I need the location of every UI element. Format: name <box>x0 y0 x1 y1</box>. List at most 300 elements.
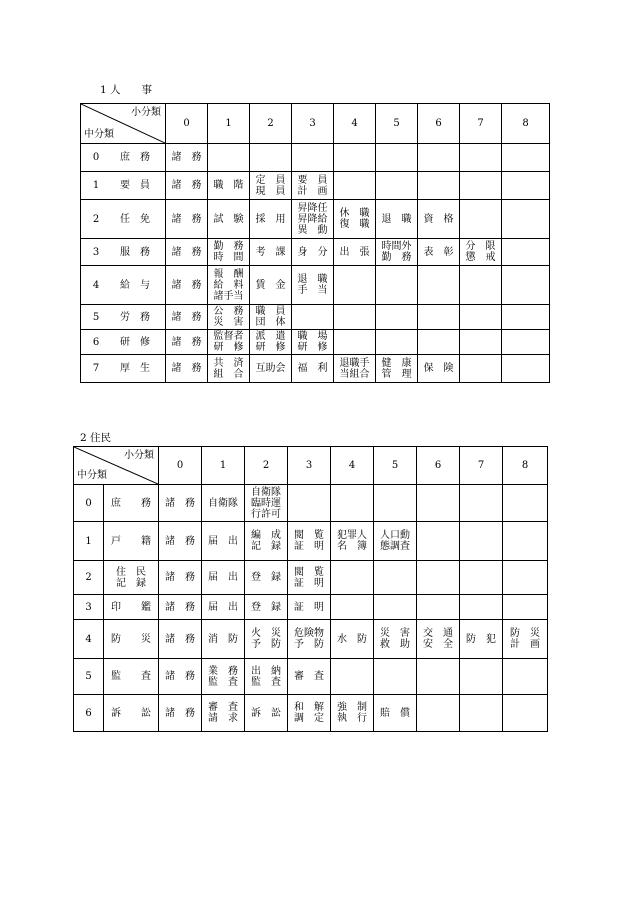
table-cell <box>292 239 334 266</box>
row-category-text: 住 民 記 録 <box>116 566 146 589</box>
row-number <box>74 485 104 522</box>
table-cell <box>376 330 418 355</box>
row-number-text: 6 <box>85 707 92 719</box>
table-cell-text: 諸 務 <box>165 707 195 719</box>
table-cell-text: 採 用 <box>255 213 286 225</box>
table-cell <box>376 239 418 266</box>
column-header-text: 8 <box>522 118 529 129</box>
table-cell-text: 身 分 <box>297 246 328 258</box>
table-cell <box>166 200 208 239</box>
table-cell-text: 職 場 研 修 <box>297 331 328 353</box>
row-category-text: 戸 籍 <box>111 535 151 547</box>
table-cell-text: 閲 覧 証 明 <box>294 566 324 589</box>
row-label <box>81 305 166 330</box>
row-category <box>104 620 159 659</box>
table-cell <box>376 305 418 330</box>
corner-header <box>74 447 159 485</box>
table-cell <box>334 266 376 305</box>
table-cell-text: 保 険 <box>423 363 454 374</box>
table-cell-text: 健 康 管 理 <box>381 357 412 380</box>
table-cell-text: 危険物 予 防 <box>294 628 324 650</box>
table-cell <box>376 200 418 239</box>
table-cell-text: 登 録 <box>251 601 281 613</box>
table-cell <box>250 330 292 355</box>
column-header <box>460 104 502 144</box>
table-cell-text: 業 務 監 査 <box>208 665 238 688</box>
row-category-text: 印 鑑 <box>111 601 151 613</box>
table-cell-text: 分 限 懲 戒 <box>465 241 496 263</box>
table-cell <box>245 595 288 620</box>
table-cell-text: 犯罪人 名 簿 <box>337 530 367 552</box>
table-cell <box>417 620 460 659</box>
table-row <box>81 144 550 172</box>
medium-category-label: 中分類 <box>84 129 114 140</box>
table-cell <box>417 522 460 561</box>
table-cell <box>250 239 292 266</box>
table-cell-text: 互助会 <box>255 363 286 374</box>
table-cell-text: 自衛隊 <box>208 497 238 509</box>
table-cell <box>418 239 460 266</box>
table-cell <box>460 266 502 305</box>
table-cell-text: 報 酬 給 料 諸手当 <box>213 268 244 302</box>
table-row <box>74 485 548 522</box>
row-label <box>81 355 166 383</box>
table-cell <box>166 239 208 266</box>
table-row <box>81 266 550 305</box>
table-cell <box>417 659 460 695</box>
table-cell-text: 交 通 安 全 <box>423 628 453 650</box>
table-cell <box>202 659 245 695</box>
table-cell <box>334 305 376 330</box>
column-header-text: 6 <box>434 460 442 471</box>
table-cell <box>292 266 334 305</box>
table-cell-text: 退 職 手 当 <box>297 274 328 296</box>
table-row <box>74 695 548 732</box>
column-header-text: 6 <box>435 118 442 129</box>
table-cell <box>503 522 548 561</box>
table-cell <box>292 144 334 172</box>
table-cell <box>159 485 202 522</box>
table-row <box>81 355 550 383</box>
table-cell <box>460 144 502 172</box>
table-cell-text: 表 彰 <box>423 246 454 258</box>
table-cell <box>202 595 245 620</box>
column-header-text: 7 <box>477 118 484 129</box>
table-cell <box>418 200 460 239</box>
table-cell <box>334 330 376 355</box>
table-cell-text: 人口動 態調査 <box>380 530 410 552</box>
table-cell-text: 諸 務 <box>171 363 202 374</box>
column-header <box>166 104 208 144</box>
table-cell-text: 審 査 <box>294 671 324 682</box>
table-cell <box>334 144 376 172</box>
table-cell <box>166 305 208 330</box>
table-cell <box>250 266 292 305</box>
row-category <box>104 695 159 732</box>
row-category-text: 訴 訟 <box>111 707 151 719</box>
header-row <box>74 447 548 485</box>
table-cell <box>376 172 418 200</box>
column-header <box>417 447 460 485</box>
row-category <box>104 595 159 620</box>
table-cell <box>208 144 250 172</box>
table-cell <box>292 172 334 200</box>
row-label <box>81 172 166 200</box>
table-cell-text: 証 明 <box>294 601 324 613</box>
column-header-text: 4 <box>348 460 356 471</box>
table-cell <box>288 595 331 620</box>
column-header <box>159 447 202 485</box>
corner-header <box>81 104 166 144</box>
table-cell <box>250 144 292 172</box>
column-header <box>334 104 376 144</box>
column-header-text: 5 <box>391 460 399 471</box>
row-category: 庶 務 <box>120 152 150 163</box>
table-cell-text: 賃 金 <box>255 279 286 291</box>
table-cell <box>288 659 331 695</box>
column-header <box>374 447 417 485</box>
table-cell <box>334 200 376 239</box>
table-cell <box>418 172 460 200</box>
table-cell <box>460 695 503 732</box>
table-row <box>74 659 548 695</box>
row-category: 研 修 <box>120 336 150 348</box>
section1-table <box>80 103 550 383</box>
column-header <box>460 447 503 485</box>
table-cell <box>208 200 250 239</box>
table-cell <box>331 485 374 522</box>
table-cell-text: 火 災 予 防 <box>251 628 281 650</box>
table-cell <box>502 239 550 266</box>
table-cell <box>334 172 376 200</box>
table-cell-text: 水 防 <box>337 633 367 645</box>
table-cell <box>245 695 288 732</box>
column-header <box>503 447 548 485</box>
table-cell <box>502 330 550 355</box>
table-cell <box>208 305 250 330</box>
table-cell <box>288 620 331 659</box>
table-cell <box>334 355 376 383</box>
table-cell <box>208 330 250 355</box>
table-cell <box>159 620 202 659</box>
table-cell <box>503 620 548 659</box>
section1-title: 1 人 事 <box>100 84 153 96</box>
row-number: 3 <box>92 246 100 258</box>
row-category: 厚 生 <box>120 363 150 374</box>
table-cell <box>502 355 550 383</box>
section2-title: 2 住民 <box>80 432 112 444</box>
column-header-text: 2 <box>262 460 270 471</box>
table-cell <box>331 695 374 732</box>
table-cell <box>245 522 288 561</box>
row-category-text: 庶 務 <box>111 497 151 509</box>
table-cell-text: 防 犯 <box>466 633 496 645</box>
table-cell-text: 届 出 <box>208 601 238 613</box>
table-cell-text: 監督者 研 修 <box>213 331 244 353</box>
table-cell <box>208 266 250 305</box>
table-cell <box>166 266 208 305</box>
table-cell <box>417 561 460 595</box>
table-cell <box>331 522 374 561</box>
row-category-text: 防 災 <box>111 633 151 645</box>
table-cell <box>208 172 250 200</box>
column-header-text: 8 <box>521 460 529 471</box>
table-cell <box>376 355 418 383</box>
table-row <box>81 330 550 355</box>
table-row <box>81 239 550 266</box>
row-number-text: 2 <box>85 572 92 583</box>
table-cell <box>417 595 460 620</box>
table-cell <box>166 330 208 355</box>
table-cell <box>292 355 334 383</box>
table-cell <box>374 595 417 620</box>
row-number <box>74 595 104 620</box>
table-cell <box>502 200 550 239</box>
table-cell-text: 勤 務 時 間 <box>213 241 244 263</box>
table-cell <box>502 144 550 172</box>
table-cell-text: 防 災 計 画 <box>510 628 540 650</box>
table-cell-text: 要 員 計 画 <box>297 174 328 197</box>
table-cell <box>460 561 503 595</box>
row-label <box>81 266 166 305</box>
row-label <box>81 330 166 355</box>
table-cell <box>460 172 502 200</box>
row-number: 6 <box>92 336 100 348</box>
table-cell <box>292 305 334 330</box>
table-cell <box>202 620 245 659</box>
table-row <box>74 595 548 620</box>
table-cell <box>245 485 288 522</box>
table-cell-text: 自衛隊 臨時運 行許可 <box>251 486 281 520</box>
table-cell <box>245 620 288 659</box>
row-category: 任 免 <box>120 213 150 225</box>
table-cell <box>245 659 288 695</box>
table-cell <box>417 695 460 732</box>
row-label <box>81 200 166 239</box>
table-cell-text: 諸 務 <box>171 311 202 323</box>
row-number-text: 4 <box>85 633 92 645</box>
row-category: 要 員 <box>120 180 150 191</box>
table-cell <box>376 144 418 172</box>
row-number <box>74 659 104 695</box>
row-number: 7 <box>92 363 100 374</box>
table-cell-text: 諸 務 <box>171 336 202 348</box>
row-number <box>74 620 104 659</box>
table-cell-text: 出 張 <box>339 246 370 258</box>
table-cell-text: 休 職 復 職 <box>339 208 370 230</box>
column-header-text: 1 <box>219 460 227 471</box>
table-cell <box>417 485 460 522</box>
row-label <box>81 144 166 172</box>
table-cell-text: 訴 訟 <box>251 707 281 719</box>
table-cell <box>460 200 502 239</box>
table-cell <box>166 172 208 200</box>
table-cell-text: 諸 務 <box>165 601 195 613</box>
row-number: 5 <box>92 311 100 323</box>
table-cell <box>292 200 334 239</box>
table-cell <box>503 561 548 595</box>
medium-category-label: 中分類 <box>77 470 107 481</box>
table-cell-text: 諸 務 <box>171 246 202 258</box>
table-cell <box>418 355 460 383</box>
column-header <box>208 104 250 144</box>
table-cell-text: 閲 覧 証 明 <box>294 530 324 552</box>
table-cell-text: 消 防 <box>208 633 238 645</box>
table-cell-text: 公 務 災 害 <box>213 306 244 328</box>
table-row <box>81 172 550 200</box>
table-cell <box>250 305 292 330</box>
table-cell-text: 職 階 <box>213 180 244 191</box>
table-cell <box>460 595 503 620</box>
table-cell <box>331 659 374 695</box>
header-row <box>81 104 550 144</box>
table-cell <box>503 485 548 522</box>
table-cell-text: 登 録 <box>251 572 281 583</box>
table-cell <box>502 305 550 330</box>
table-cell <box>331 620 374 659</box>
column-header <box>376 104 418 144</box>
table-cell <box>418 330 460 355</box>
table-cell <box>334 239 376 266</box>
table-cell <box>374 561 417 595</box>
table-cell-text: 編 成 記 録 <box>251 530 281 552</box>
column-header <box>202 447 245 485</box>
table-cell <box>374 620 417 659</box>
table-cell-text: 退職手 当組合 <box>339 357 370 380</box>
table-cell <box>460 305 502 330</box>
table-cell <box>418 144 460 172</box>
table-cell <box>208 239 250 266</box>
table-cell-text: 和 解 調 定 <box>294 702 324 724</box>
table-row <box>81 305 550 330</box>
small-category-label: 小分類 <box>124 450 154 461</box>
row-category <box>104 561 159 595</box>
row-number: 2 <box>92 213 100 225</box>
table-cell-text: 諸 務 <box>171 279 202 291</box>
table-cell-text: 退 職 <box>381 213 412 225</box>
table-cell <box>250 200 292 239</box>
row-label <box>81 239 166 266</box>
column-header-text: 2 <box>267 118 274 129</box>
row-number-text: 5 <box>85 671 92 682</box>
table-cell <box>503 659 548 695</box>
row-category <box>104 485 159 522</box>
column-header-text: 0 <box>176 460 184 471</box>
table-cell <box>208 355 250 383</box>
row-category: 労 務 <box>120 311 150 323</box>
table-cell-text: 出 納 監 査 <box>251 665 281 688</box>
table-cell-text: 災 害 救 助 <box>380 628 410 650</box>
small-category-label: 小分類 <box>131 107 161 118</box>
table-cell <box>159 561 202 595</box>
table-cell-text: 諸 務 <box>165 572 195 583</box>
row-number: 4 <box>92 279 100 291</box>
column-header <box>288 447 331 485</box>
table-row <box>74 620 548 659</box>
table-cell <box>288 561 331 595</box>
row-number <box>74 522 104 561</box>
table-cell <box>159 595 202 620</box>
column-header <box>331 447 374 485</box>
row-number-text: 1 <box>85 535 92 547</box>
table-cell <box>159 659 202 695</box>
table-cell <box>288 485 331 522</box>
table-cell-text: 強 制 執 行 <box>337 702 367 724</box>
column-header-text: 3 <box>305 460 313 471</box>
column-header <box>502 104 550 144</box>
row-number: 1 <box>92 180 100 191</box>
table-cell <box>460 659 503 695</box>
table-cell <box>374 659 417 695</box>
row-category: 給 与 <box>120 279 150 291</box>
row-number <box>74 695 104 732</box>
table-cell-text: 諸 務 <box>165 671 195 682</box>
table-row <box>81 200 550 239</box>
table-cell-text: 定 員 現 員 <box>255 174 286 197</box>
table-cell <box>331 595 374 620</box>
table-cell <box>374 522 417 561</box>
column-header-text: 7 <box>477 460 485 471</box>
table-cell-text: 派 遣 研 修 <box>255 331 286 353</box>
table-cell <box>376 266 418 305</box>
table-cell-text: 諸 務 <box>165 497 195 509</box>
table-cell-text: 審 査 請 求 <box>208 702 238 724</box>
table-cell-text: 諸 務 <box>165 633 195 645</box>
table-cell <box>460 522 503 561</box>
table-cell-text: 諸 務 <box>171 180 202 191</box>
table-cell-text: 資 格 <box>423 213 454 225</box>
table-cell <box>502 172 550 200</box>
column-header-text: 5 <box>393 118 400 129</box>
table-cell-text: 諸 務 <box>171 152 202 163</box>
table-cell <box>288 695 331 732</box>
section2-table <box>73 446 548 732</box>
table-cell-text: 考 課 <box>255 246 286 258</box>
table-row <box>74 522 548 561</box>
column-header-text: 1 <box>225 118 232 129</box>
table-cell-text: 賠 償 <box>380 707 410 719</box>
table-cell-text: 昇降任 昇降給 異 動 <box>297 202 328 236</box>
table-cell <box>331 561 374 595</box>
table-cell-text: 共 済 組 合 <box>213 357 244 380</box>
table-cell <box>166 355 208 383</box>
row-number-text: 3 <box>85 601 92 613</box>
table-cell-text: 時間外 勤 務 <box>381 241 412 263</box>
column-header-text: 4 <box>351 118 358 129</box>
table-cell <box>288 522 331 561</box>
table-cell <box>374 695 417 732</box>
table-cell-text: 試 験 <box>213 213 244 225</box>
column-header <box>250 104 292 144</box>
table-cell-text: 職 員 団 体 <box>255 306 286 328</box>
table-cell <box>245 561 288 595</box>
table-cell <box>202 522 245 561</box>
row-category <box>104 522 159 561</box>
table-cell <box>202 485 245 522</box>
table-cell <box>503 595 548 620</box>
row-category <box>104 659 159 695</box>
column-header <box>418 104 460 144</box>
table-cell <box>460 355 502 383</box>
column-header-text: 0 <box>183 118 190 129</box>
row-number-text: 0 <box>85 497 92 509</box>
table-cell-text: 届 出 <box>208 535 238 547</box>
row-number: 0 <box>92 152 100 163</box>
row-category-text: 監 査 <box>111 671 151 682</box>
row-category: 服 務 <box>120 246 150 258</box>
table-cell <box>460 485 503 522</box>
table-cell <box>502 266 550 305</box>
